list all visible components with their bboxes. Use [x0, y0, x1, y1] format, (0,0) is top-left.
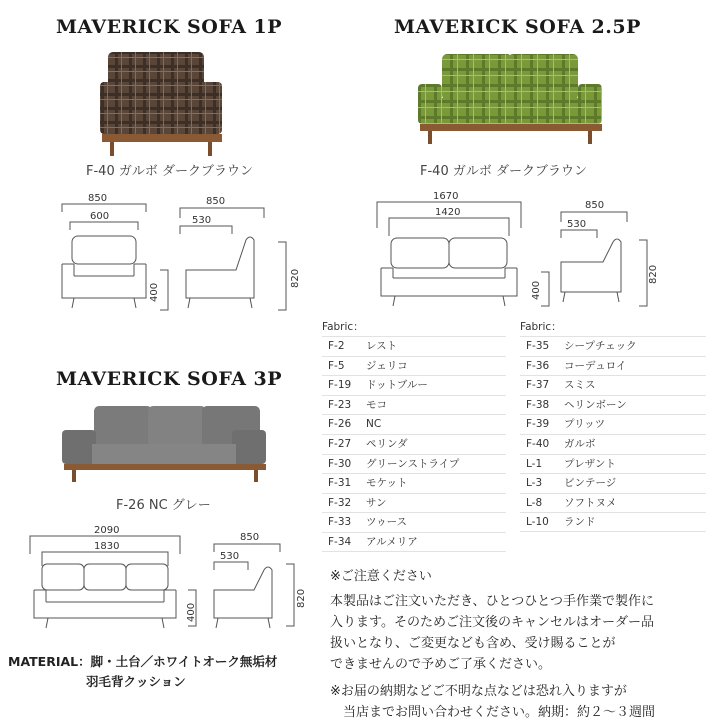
fabric-row: [322, 375, 506, 395]
fabric-row: [520, 454, 706, 474]
fabric-row: [322, 395, 506, 415]
fabric-row: [520, 414, 706, 434]
fabric-code: F-36: [526, 359, 550, 372]
sofa-25p-total-width: 1670: [433, 191, 459, 202]
fabric-list-left-label: Fabric：: [322, 321, 364, 333]
sofa-3p-seat-height: 400: [186, 602, 197, 622]
fabric-code: F-37: [526, 379, 550, 392]
fabric-code: L-10: [526, 516, 549, 529]
sofa-25p-total-height: 820: [648, 264, 659, 284]
sofa-25p-dimension-drawing: [365, 188, 665, 313]
fabric-name: モケット: [366, 477, 408, 490]
fabric-name: ドットブルー: [366, 379, 428, 392]
fabric-code: F-19: [328, 379, 352, 392]
fabric-name: スミス: [564, 379, 596, 392]
sofa-25p-depth: 850: [585, 200, 605, 211]
sofa-1p-seat-depth: 530: [192, 215, 212, 226]
fabric-name: サン: [366, 496, 387, 509]
notice-block: [330, 566, 655, 720]
fabric-code: F-31: [328, 477, 352, 490]
delivery-line: 当店までお問い合わせください。納期：約２～３週間: [330, 705, 656, 720]
fabric-name: レスト: [366, 340, 398, 352]
fabric-name: ガルボ: [564, 437, 596, 450]
fabric-name: コーデュロイ: [564, 359, 627, 372]
sofa-3p-photo: [58, 398, 270, 486]
fabric-list-right-label: Fabric：: [520, 321, 562, 333]
sofa-1p-title: MAVERICK SOFA 1P: [56, 16, 283, 38]
fabric-code: L-8: [526, 496, 543, 509]
fabric-code: L-1: [526, 457, 543, 470]
notice-line: できませんので予めご了承ください。: [330, 657, 552, 672]
notice-line: 入ります。そのためご注文後のキャンセルはオーダー品: [330, 615, 654, 630]
fabric-name: ジェリコ: [366, 359, 408, 372]
fabric-name: シープチェック: [564, 340, 637, 352]
fabric-row: [520, 493, 706, 513]
fabric-code: F-32: [328, 496, 352, 509]
fabric-name: アルメリア: [366, 535, 418, 548]
sofa-25p-fabric-caption: F-40 ガルボ ダークブラウン: [420, 164, 587, 179]
fabric-name: NC: [366, 418, 382, 431]
fabric-row: [322, 473, 506, 493]
fabric-row: [322, 512, 506, 532]
fabric-row: [520, 395, 706, 415]
fabric-row: [322, 454, 506, 474]
fabric-code: L-3: [526, 477, 543, 490]
fabric-code: F-34: [328, 535, 352, 548]
fabric-name: プレザント: [564, 457, 616, 470]
fabric-row: [322, 532, 506, 552]
sofa-3p-seat-depth: 530: [220, 551, 240, 562]
sofa-1p-total-width: 850: [88, 193, 108, 204]
sofa-1p-seat-width: 600: [90, 211, 110, 222]
fabric-code: F-30: [328, 457, 352, 470]
sofa-3p-title: MAVERICK SOFA 3P: [56, 368, 283, 390]
sofa-3p-total-height: 820: [296, 588, 307, 608]
fabric-code: F-40: [526, 437, 550, 450]
fabric-code: F-39: [526, 418, 550, 431]
fabric-row: [322, 414, 506, 434]
sofa-1p-fabric-caption: F-40 ガルボ ダークブラウン: [86, 164, 253, 179]
sofa-25p-seat-width: 1420: [435, 207, 461, 218]
fabric-code: F-2: [328, 340, 345, 352]
sofa-1p-depth: 850: [206, 196, 226, 207]
fabric-name: ソフトヌメ: [564, 496, 617, 509]
material-line-1: MATERIAL：脚・土台／ホワイトオーク無垢材: [8, 654, 278, 669]
fabric-row: [520, 356, 706, 376]
fabric-row: [520, 434, 706, 454]
notice-line: 扱いとなり、ご変更なども含め、受け賜ることが: [330, 636, 616, 651]
fabric-name: ペリンダ: [366, 437, 408, 450]
material-line-2: 羽毛背クッション: [86, 674, 186, 689]
delivery-line: ※お届の納期などご不明な点などは恐れ入りますが: [330, 684, 627, 699]
fabric-code: F-27: [328, 437, 352, 450]
fabric-name: プリッツ: [564, 418, 606, 431]
fabric-name: モコ: [366, 398, 387, 411]
fabric-row: [322, 356, 506, 376]
fabric-name: ビンテージ: [564, 477, 617, 490]
sofa-25p-seat-height: 400: [531, 280, 542, 300]
sofa-1p-photo: [96, 46, 228, 158]
fabric-name: ランド: [564, 516, 596, 529]
fabric-name: ヘリンボーン: [564, 398, 627, 411]
fabric-row: [520, 336, 706, 356]
sofa-3p-dimension-drawing: [18, 522, 318, 634]
fabric-code: F-38: [526, 398, 550, 411]
sofa-3p-fabric-caption: F-26 NC グレー: [116, 498, 211, 513]
fabric-row: [520, 512, 706, 532]
notice-heading: ※ご注意ください: [330, 569, 432, 584]
fabric-code: F-23: [328, 398, 352, 411]
fabric-list-left: [322, 318, 506, 552]
sofa-25p-seat-depth: 530: [567, 219, 587, 230]
fabric-row: [322, 493, 506, 513]
sofa-1p-total-height: 820: [290, 268, 301, 288]
fabric-row: [322, 434, 506, 454]
sofa-3p-total-width: 2090: [94, 525, 120, 536]
fabric-code: F-33: [328, 516, 352, 529]
fabric-code: F-26: [328, 418, 352, 431]
fabric-row: [520, 473, 706, 493]
fabric-list-right: [520, 318, 706, 532]
fabric-row: [322, 336, 506, 356]
fabric-name: グリーンストライプ: [366, 457, 460, 470]
sofa-25p-title: MAVERICK SOFA 2.5P: [394, 16, 641, 38]
fabric-name: ツゥース: [366, 516, 408, 529]
fabric-row: [520, 375, 706, 395]
sofa-1p-seat-height: 400: [149, 282, 160, 302]
sofa-3p-seat-width: 1830: [94, 541, 120, 552]
sofa-3p-depth: 850: [240, 532, 260, 543]
fabric-code: F-35: [526, 340, 550, 352]
sofa-25p-photo: [412, 46, 608, 146]
sofa-1p-dimension-drawing: [40, 190, 320, 315]
fabric-code: F-5: [328, 359, 345, 372]
notice-line: 本製品はご注文いただき、ひとつひとつ手作業で製作に: [330, 594, 654, 609]
